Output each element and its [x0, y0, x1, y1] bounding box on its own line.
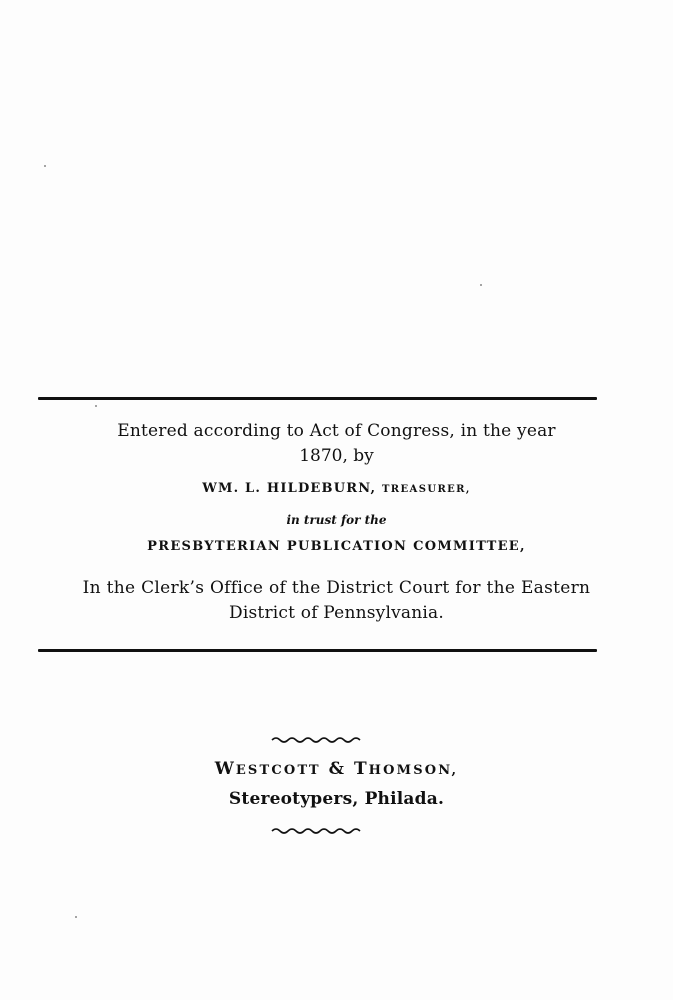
paper-speck: [44, 165, 46, 167]
clerk-line: In the Clerk’s Office of the District Court for the Eastern: [82, 578, 591, 598]
paper-speck: [480, 284, 482, 286]
committee-line: PRESBYTERIAN PUBLICATION COMMITTEE,: [147, 539, 526, 554]
printer-location: Stereotypers, Philada.: [228, 789, 445, 809]
printer-name-t: T: [353, 759, 369, 779]
printer-name-amp: &: [320, 759, 354, 779]
trust-line: in trust for the: [286, 513, 387, 527]
entered-line: Entered according to Act of Congress, in the year: [117, 421, 556, 441]
ornament-wave-bottom: [270, 826, 365, 836]
ornament-wave-top: [270, 734, 365, 744]
treasurer-title: TREASURER,: [381, 484, 471, 495]
treasurer-name: WM. L. HILDEBURN,: [202, 481, 382, 496]
printer-name: [0, 759, 673, 779]
printer-name-estcott: ESTCOTT: [235, 763, 321, 778]
bottom-rule: [38, 649, 597, 652]
year-line: 1870, by: [299, 446, 374, 466]
printer-name-homson: HOMSON,: [368, 763, 459, 778]
district-line: District of Pennsylvania.: [229, 603, 444, 623]
treasurer-line: [0, 481, 673, 496]
paper-speck: [75, 916, 77, 918]
paper-speck: [95, 405, 97, 407]
top-rule: [38, 397, 597, 400]
printer-name-w: W: [214, 759, 236, 779]
